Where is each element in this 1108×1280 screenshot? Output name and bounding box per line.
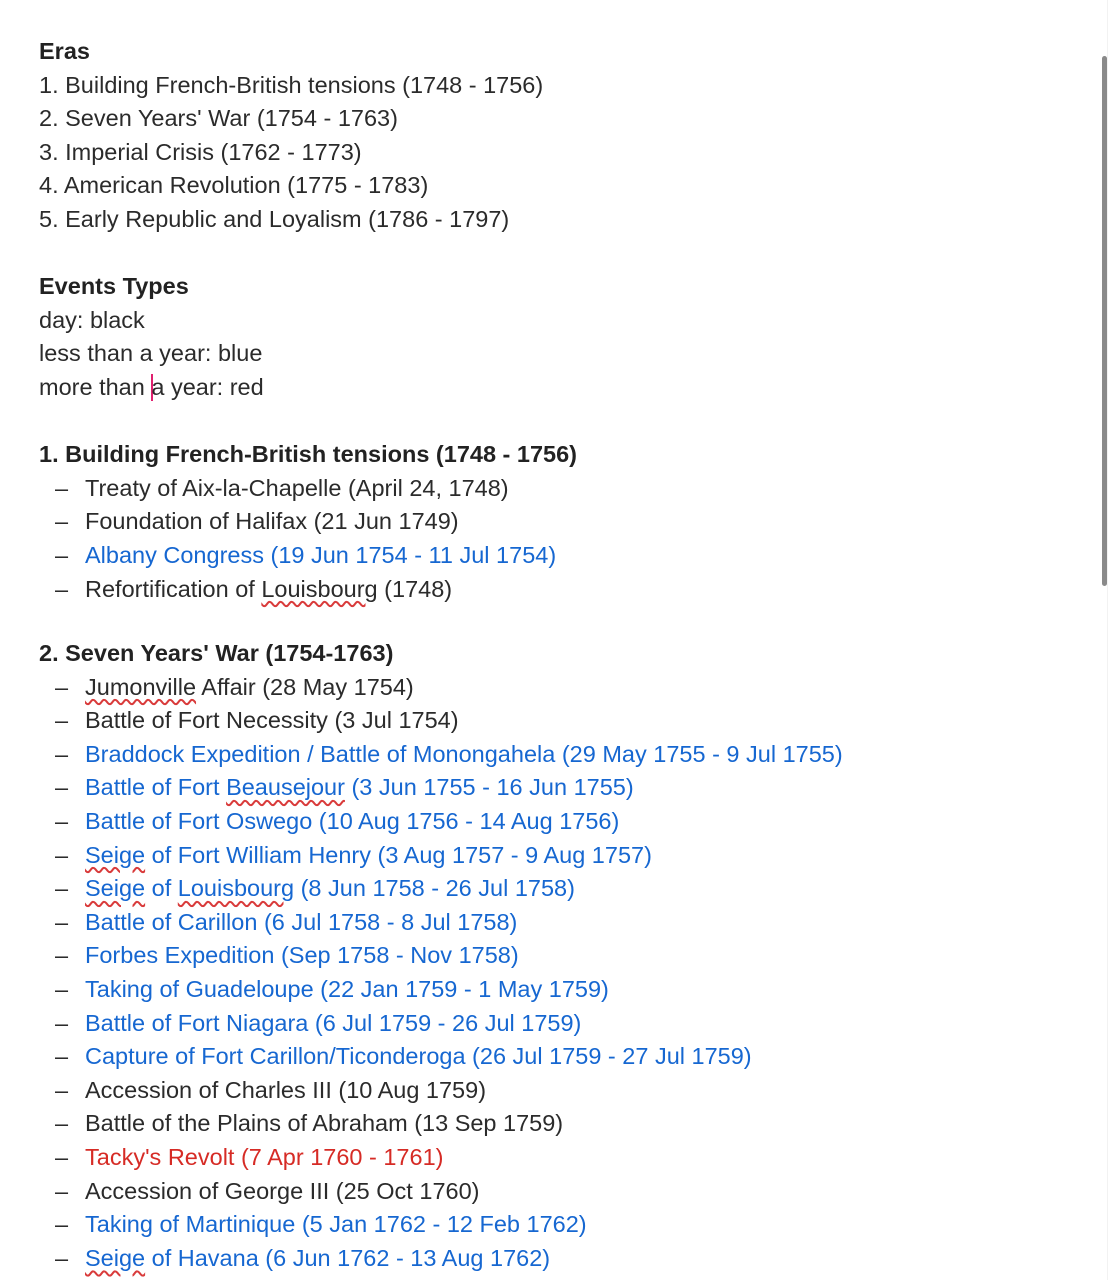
section-2-list bbox=[39, 671, 1079, 1276]
bullet-dash: – bbox=[55, 541, 69, 568]
bullet-dash: – bbox=[55, 1110, 69, 1137]
list-item-text-part: of Havana (6 Jun 1762 - 13 Aug 1762) bbox=[145, 1244, 551, 1271]
list-item bbox=[39, 671, 1079, 705]
list-item bbox=[39, 738, 1079, 772]
eras-list bbox=[39, 69, 1079, 237]
misspelled-word: Jumonville bbox=[85, 673, 197, 700]
list-item-text: Accession of Charles III (10 Aug 1759) bbox=[85, 1076, 487, 1103]
list-item-text: Battle of Fort Oswego (10 Aug 1756 - 14 Aug 1756) bbox=[85, 808, 620, 835]
list-item-text: Battle of Carillon (6 Jul 1758 - 8 Jul 1758) bbox=[85, 908, 518, 935]
list-item-text: Braddock Expedition / Battle of Monongahela (29 May 1755 - 9 Jul 1755) bbox=[85, 740, 843, 767]
bullet-dash: – bbox=[55, 1177, 69, 1204]
era-item-3: 3. Imperial Crisis (1762 - 1773) bbox=[39, 138, 362, 165]
list-item-text: Battle of the Plains of Abraham (13 Sep 1759) bbox=[85, 1110, 564, 1137]
list-item bbox=[39, 805, 1079, 839]
list-item bbox=[39, 906, 1079, 940]
era-item-4: 4. American Revolution (1775 - 1783) bbox=[39, 172, 429, 199]
legend-day: day: black bbox=[39, 306, 145, 333]
list-item-text bbox=[85, 1242, 550, 1276]
list-item-text: Taking of Guadeloupe (22 Jan 1759 - 1 May 1759) bbox=[85, 976, 609, 1003]
list-item bbox=[39, 939, 1079, 973]
list-item bbox=[39, 973, 1079, 1007]
event-types-heading: Events Types bbox=[39, 273, 189, 300]
list-item-text-part: of bbox=[145, 875, 178, 902]
scrollbar-thumb[interactable] bbox=[1102, 56, 1107, 586]
list-item-text-part: Affair (28 May 1754) bbox=[196, 673, 414, 700]
bullet-dash: – bbox=[55, 673, 69, 700]
list-item-text bbox=[85, 573, 452, 607]
blank-line bbox=[39, 237, 1079, 271]
era-item-1: 1. Building French-British tensions (1748 - 1756) bbox=[39, 71, 544, 98]
list-item bbox=[39, 1007, 1079, 1041]
list-item bbox=[39, 1175, 1079, 1209]
list-item-text-part: of Fort William Henry (3 Aug 1757 - 9 Aug 1757) bbox=[145, 841, 652, 868]
list-item-text: Tacky's Revolt (7 Apr 1760 - 1761) bbox=[85, 1144, 444, 1170]
bullet-dash: – bbox=[55, 1043, 69, 1070]
list-item bbox=[39, 839, 1079, 873]
list-item bbox=[39, 1208, 1079, 1242]
blank-line bbox=[39, 606, 1079, 637]
bullet-dash: – bbox=[55, 508, 69, 535]
bullet-dash: – bbox=[55, 474, 69, 501]
bullet-dash: – bbox=[55, 707, 69, 734]
list-item-text: Accession of George III (25 Oct 1760) bbox=[85, 1177, 480, 1204]
misspelled-word: Louisbourg bbox=[177, 875, 295, 902]
list-item bbox=[39, 539, 1079, 573]
list-item-text bbox=[85, 872, 575, 906]
list-item bbox=[39, 472, 1079, 506]
list-item-text: Foundation of Halifax (21 Jun 1749) bbox=[85, 508, 459, 535]
list-item-text: Battle of Fort Necessity (3 Jul 1754) bbox=[85, 707, 459, 734]
bullet-dash: – bbox=[55, 942, 69, 969]
misspelled-word: Louisbourg bbox=[261, 575, 378, 602]
bullet-dash: – bbox=[55, 1144, 69, 1170]
bullet-dash: – bbox=[55, 875, 69, 902]
list-item bbox=[39, 1040, 1079, 1074]
bullet-dash: – bbox=[55, 1076, 69, 1103]
list-item bbox=[39, 505, 1079, 539]
misspelled-word: Beausejour bbox=[226, 774, 345, 801]
bullet-dash: – bbox=[55, 1009, 69, 1036]
list-item bbox=[39, 1242, 1079, 1276]
bullet-dash: – bbox=[55, 908, 69, 935]
bullet-dash: – bbox=[55, 575, 69, 602]
list-item-text bbox=[85, 771, 634, 805]
list-item-text-part: (3 Jun 1755 - 16 Jun 1755) bbox=[344, 774, 634, 801]
eras-heading: Eras bbox=[39, 38, 90, 64]
list-item bbox=[39, 1141, 1079, 1175]
list-item-text: Forbes Expedition (Sep 1758 - Nov 1758) bbox=[85, 942, 519, 969]
misspelled-word: Seige bbox=[85, 841, 146, 868]
bullet-dash: – bbox=[55, 1211, 69, 1238]
misspelled-word: Seige bbox=[85, 875, 146, 902]
section-1-heading: 1. Building French-British tensions (1748 - 1756) bbox=[39, 441, 578, 468]
legend-short: less than a year: blue bbox=[39, 340, 263, 367]
list-item-text: Taking of Martinique (5 Jan 1762 - 12 Feb 1762) bbox=[85, 1211, 587, 1238]
note-editor[interactable] bbox=[39, 35, 1079, 1275]
list-item bbox=[39, 573, 1079, 607]
list-item-text: Capture of Fort Carillon/Ticonderoga (26 Jul 1759 - 27 Jul 1759) bbox=[85, 1043, 752, 1070]
blank-line bbox=[39, 405, 1079, 439]
misspelled-word: Seige bbox=[85, 1244, 146, 1271]
list-item-text-part: (8 Jun 1758 - 26 Jul 1758) bbox=[294, 875, 575, 902]
bullet-dash: – bbox=[55, 841, 69, 868]
legend-long bbox=[39, 371, 1079, 405]
list-item bbox=[39, 1107, 1079, 1141]
list-item bbox=[39, 771, 1079, 805]
list-item-text: Treaty of Aix-la-Chapelle (April 24, 1748) bbox=[85, 474, 509, 501]
list-item-text bbox=[85, 839, 652, 873]
bullet-dash: – bbox=[55, 976, 69, 1003]
list-item-text: Battle of Fort Niagara (6 Jul 1759 - 26 Jul 1759) bbox=[85, 1009, 582, 1036]
list-item-text bbox=[85, 671, 414, 705]
bullet-dash: – bbox=[55, 808, 69, 835]
list-item bbox=[39, 872, 1079, 906]
section-2-heading: 2. Seven Years' War (1754-1763) bbox=[39, 640, 394, 667]
list-item bbox=[39, 1074, 1079, 1108]
section-1-list bbox=[39, 472, 1079, 606]
era-item-5: 5. Early Republic and Loyalism (1786 - 1797) bbox=[39, 205, 510, 232]
list-item-text-part: Battle of Fort bbox=[85, 774, 227, 801]
bullet-dash: – bbox=[55, 1244, 69, 1271]
list-item-text: Albany Congress (19 Jun 1754 - 11 Jul 1754) bbox=[85, 541, 557, 568]
era-item-2: 2. Seven Years' War (1754 - 1763) bbox=[39, 105, 398, 132]
bullet-dash: – bbox=[55, 774, 69, 801]
bullet-dash: – bbox=[55, 740, 69, 767]
list-item bbox=[39, 704, 1079, 738]
list-item-text-part: (1748) bbox=[377, 575, 453, 602]
legend-long-text-start: more than bbox=[39, 373, 152, 400]
list-item-text-part: Refortification of bbox=[85, 575, 262, 602]
legend-long-text-end: a year: red bbox=[151, 373, 264, 400]
